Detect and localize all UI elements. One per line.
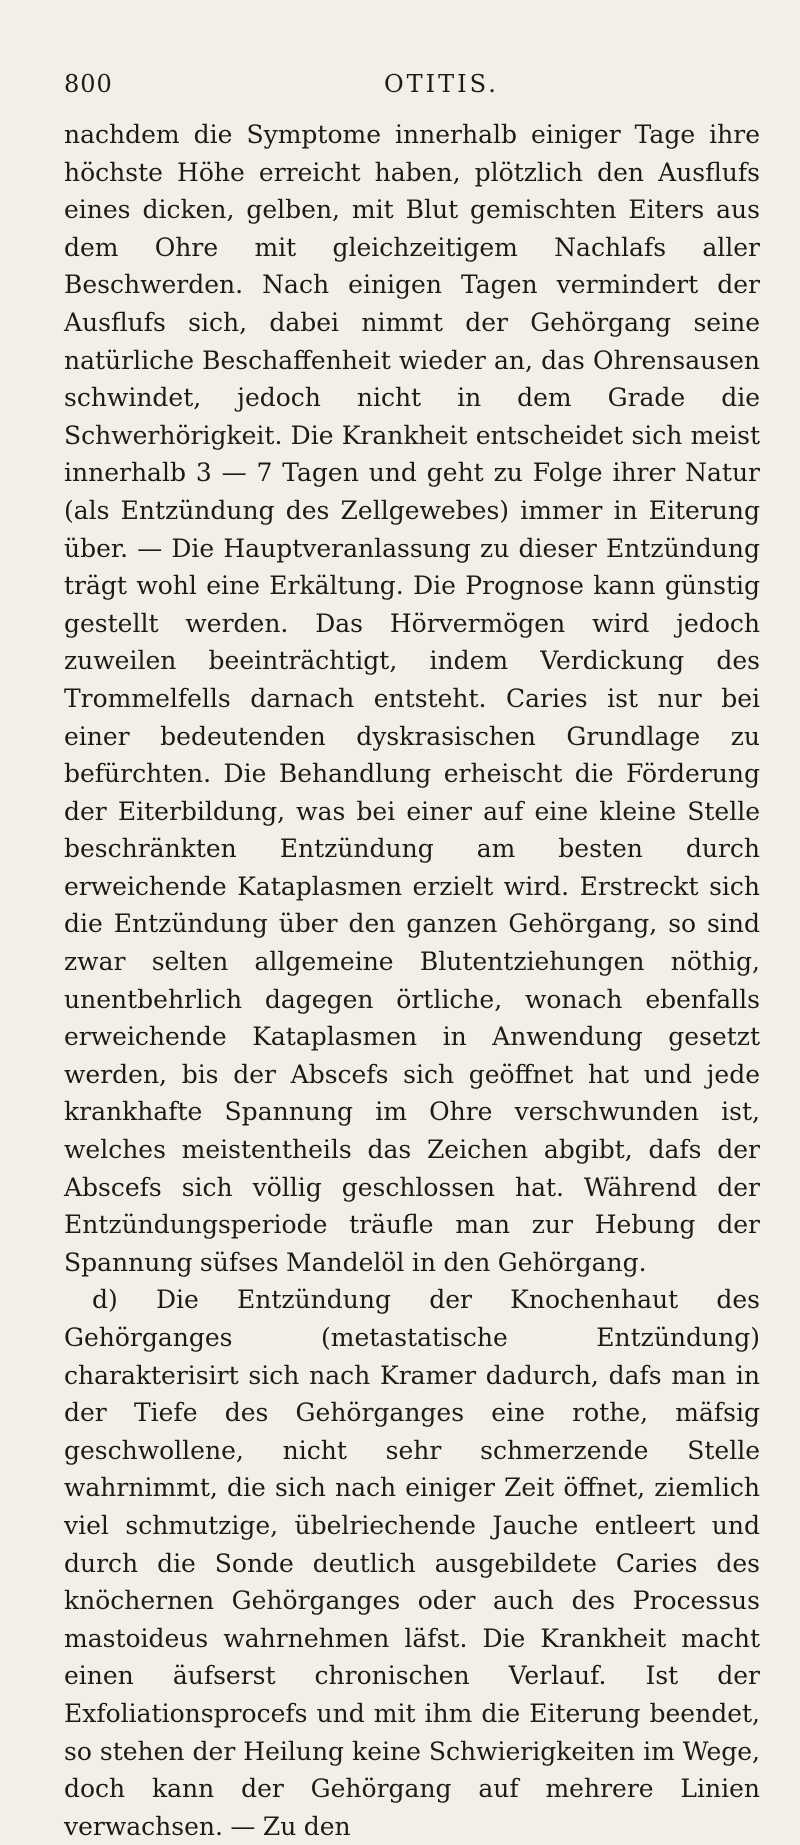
body-text	[64, 116, 760, 1845]
paragraph-1: nachdem die Symptome innerhalb einiger Tage ihre höchste Höhe erreicht haben, plötzlich den Ausflufs eines dicken, gelben, mit Blut gemischten Eiters aus dem Ohre mit gleichzeitigem Nachlafs aller Beschwerden. Nach einigen Tagen vermindert der Ausflufs sich, dabei nimmt der Gehörgang seine natürliche Beschaffenheit wieder an, das Ohrensausen schwindet, jedoch nicht in dem Grade die Schwerhörigkeit. Die Krankheit entscheidet sich meist innerhalb 3 — 7 Tagen und geht zu Folge ihrer Natur (als Entzündung des Zellgewebes) immer in Eiterung über. — Die Hauptveranlassung zu dieser Entzündung trägt wohl eine Erkältung. Die Prognose kann günstig gestellt werden. Das Hörvermögen wird jedoch zuweilen beeinträchtigt, indem Verdickung des Trommelfells darnach entsteht. Caries ist nur bei einer bedeutenden dyskrasischen Grundlage zu befürchten. Die Behandlung erheischt die Förderung der Eiterbildung, was bei einer auf eine kleine Stelle beschränkten Entzündung am besten durch erweichende Kataplasmen erzielt wird. Erstreckt sich die Entzündung über den ganzen Gehörgang, so sind zwar selten allgemeine Blutentziehungen nöthig, unentbehrlich dagegen örtliche, wonach ebenfalls erweichende Kataplasmen in Anwendung gesetzt werden, bis der Abscefs sich geöffnet hat und jede krankhafte Spannung im Ohre verschwunden ist, welches meistentheils das Zeichen abgibt, dafs der Abscefs sich völlig geschlossen hat. Während der Entzündungsperiode träufle man zur Hebung der Spannung süfses Mandelöl in den Gehörgang.	[64, 120, 760, 1277]
page-number: 800	[64, 70, 113, 98]
page-header	[64, 70, 760, 100]
running-title: OTITIS.	[384, 70, 499, 98]
paragraph-2: d) Die Entzündung der Knochenhaut des Gehörganges (metastatische Entzündung) charakterisirt sich nach Kramer dadurch, dafs man in der Tiefe des Gehörganges eine rothe, mäfsig geschwollene, nicht sehr schmerzende Stelle wahrnimmt, die sich nach einiger Zeit öffnet, ziemlich viel schmutzige, übelriechende Jauche entleert und durch die Sonde deutlich ausgebildete Caries des knöchernen Gehörganges oder auch des Processus mastoideus wahrnehmen läfst. Die Krankheit macht einen äufserst chronischen Verlauf. Ist der Exfoliationsprocefs und mit ihm die Eiterung beendet, so stehen der Heilung keine Schwierigkeiten im Wege, doch kann der Gehörgang auf mehrere Linien verwachsen. — Zu den	[64, 1285, 760, 1841]
